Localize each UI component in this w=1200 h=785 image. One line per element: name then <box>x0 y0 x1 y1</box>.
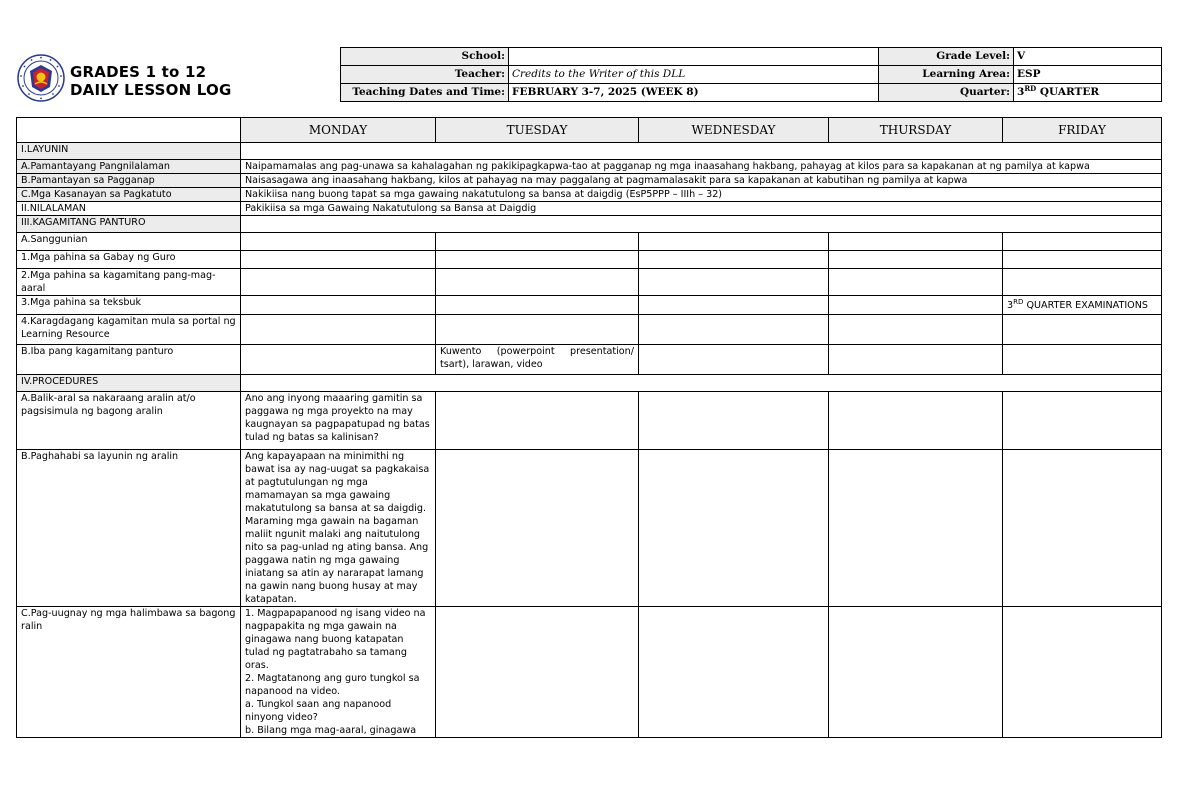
table-cell[interactable] <box>639 392 829 450</box>
table-cell[interactable] <box>1003 315 1162 345</box>
table-cell[interactable] <box>639 233 829 251</box>
table-cell[interactable] <box>639 345 829 375</box>
exam-number: 3 <box>1007 299 1014 311</box>
table-cell[interactable] <box>1003 269 1162 296</box>
learning-area-label: Learning Area: <box>879 66 1014 84</box>
day-thursday: THURSDAY <box>829 118 1003 143</box>
table-cell[interactable] <box>436 269 639 296</box>
table-cell[interactable] <box>436 607 639 738</box>
grade-level-value[interactable]: V <box>1014 48 1162 66</box>
table-cell[interactable] <box>1003 450 1162 607</box>
table-cell[interactable] <box>241 296 436 315</box>
iba-pang-tuesday-line1: Kuwento (powerpoint presentation/ <box>440 346 634 357</box>
table-row <box>17 143 1162 160</box>
balik-aral-label: A.Balik-aral sa nakaraang aralin at/o pagsisimula ng bagong aralin <box>17 392 241 450</box>
exam-text: QUARTER EXAMINATIONS <box>1026 299 1148 311</box>
day-header-blank <box>17 118 241 143</box>
table-cell[interactable] <box>829 315 1003 345</box>
nilalaman-value[interactable]: Pakikiisa sa mga Gawaing Nakatutulong sa Bansa at Daigdig <box>241 202 1162 216</box>
header-info-table <box>340 47 1162 102</box>
table-row <box>17 296 1162 315</box>
table-cell[interactable] <box>829 251 1003 269</box>
kagamitang-pang-label: 2.Mga pahina sa kagamitang pang-mag-aaral <box>17 269 241 296</box>
table-cell[interactable] <box>639 607 829 738</box>
pamantayang-pangnilalaman-value[interactable]: Naipamamalas ang pag-unawa sa kahalagahan ng pakikipagkapwa-tao at pagganap ng mga inaasahang hakbang, pahayag at kilos para sa kapakanan at ng pamilya at kapwa <box>241 160 1162 174</box>
table-row <box>17 188 1162 202</box>
quarter-number: 3 <box>1017 86 1025 98</box>
table-cell[interactable] <box>241 251 436 269</box>
table-cell[interactable] <box>1003 607 1162 738</box>
teacher-value[interactable]: Credits to the Writer of this DLL <box>509 66 879 84</box>
quarter-label: Quarter: <box>879 84 1014 102</box>
table-cell[interactable] <box>829 269 1003 296</box>
table-cell[interactable] <box>241 233 436 251</box>
table-row <box>17 202 1162 216</box>
table-row <box>17 160 1162 174</box>
iba-pang-tuesday[interactable] <box>436 345 639 375</box>
deped-seal-icon <box>17 54 65 102</box>
table-row <box>17 607 1162 738</box>
table-cell[interactable] <box>639 296 829 315</box>
title-line-2: DAILY LESSON LOG <box>70 81 232 99</box>
lesson-log-table <box>16 117 1162 738</box>
table-cell[interactable] <box>639 269 829 296</box>
school-label: School: <box>341 48 509 66</box>
table-row <box>17 392 1162 450</box>
quarter-value[interactable] <box>1014 84 1162 102</box>
table-row <box>17 269 1162 296</box>
table-cell[interactable] <box>436 251 639 269</box>
table-cell[interactable] <box>829 345 1003 375</box>
table-cell[interactable] <box>436 233 639 251</box>
layunin-span[interactable] <box>241 143 1162 160</box>
table-cell[interactable] <box>829 233 1003 251</box>
teksbuk-label: 3.Mga pahina sa teksbuk <box>17 296 241 315</box>
pag-uugnay-item-1: 1. Magpapapanood ng isang video na nagpapakita ng mga gawain na ginagawa nang buong katapatan tulad ng pagtatrabaho sa tamang oras. <box>245 608 426 671</box>
table-row <box>17 233 1162 251</box>
table-cell[interactable] <box>1003 251 1162 269</box>
table-row <box>17 345 1162 375</box>
iba-pang-label: B.Iba pang kagamitang panturo <box>17 345 241 375</box>
table-cell[interactable] <box>241 269 436 296</box>
procedures-span[interactable] <box>241 375 1162 392</box>
table-row <box>17 375 1162 392</box>
pamantayan-pagganap-label: B.Pamantayan sa Pagganap <box>17 174 241 188</box>
table-cell[interactable] <box>639 251 829 269</box>
table-row <box>17 216 1162 233</box>
teacher-label: Teacher: <box>341 66 509 84</box>
pamantayan-pagganap-value[interactable]: Naisasagawa ang inaasahang hakbang, kilos at pahayag na may paggalang at pagmamalasakit para sa kapakanan at kabutihan ng pamilya at kapwa <box>241 174 1162 188</box>
table-cell[interactable] <box>1003 345 1162 375</box>
paghahabi-label: B.Paghahabi sa layunin ng aralin <box>17 450 241 607</box>
table-cell[interactable] <box>829 296 1003 315</box>
karagdagang-label: 4.Karagdagang kagamitan mula sa portal ng Learning Resource <box>17 315 241 345</box>
title-line-1: GRADES 1 to 12 <box>70 63 207 81</box>
table-cell[interactable] <box>241 345 436 375</box>
table-cell[interactable] <box>241 315 436 345</box>
section-kagamitan: III.KAGAMITANG PANTURO <box>17 216 241 233</box>
kagamitan-span[interactable] <box>241 216 1162 233</box>
school-value[interactable] <box>509 48 879 66</box>
table-cell[interactable] <box>829 607 1003 738</box>
day-wednesday: WEDNESDAY <box>639 118 829 143</box>
quarter-suffix: RD <box>1024 84 1037 93</box>
table-row <box>17 251 1162 269</box>
table-row <box>17 174 1162 188</box>
grade-level-label: Grade Level: <box>879 48 1014 66</box>
kasanayan-value[interactable]: Nakikiisa nang buong tapat sa mga gawaing nakatutulong sa bansa at daigdig (EsP5PPP – IIIh – 32) <box>241 188 1162 202</box>
section-procedures: IV.PROCEDURES <box>17 375 241 392</box>
learning-area-value[interactable]: ESP <box>1014 66 1162 84</box>
paghahabi-monday[interactable]: Ang kapayapaan na minimithi ng bawat isa ay nag-uugat sa pagkakaisa at pagtutulungan ng mga mamamayan sa mga gawaing makatutulong sa bansa at sa daigdig. Maraming mga gawain na bagaman maliit ngunit malaki ang naitutulong nito sa pag-unlad ng ating bansa. Ang paggawa natin ng mga gawaing iniatang sa atin ay nararapat lamang na gawin nang buong husay at may katapatan. <box>241 450 436 607</box>
table-cell[interactable] <box>639 315 829 345</box>
pag-uugnay-item-b: b. Bilang mga mag-aaral, ginagawa <box>245 725 417 736</box>
teaching-dates-label: Teaching Dates and Time: <box>341 84 509 102</box>
table-cell[interactable] <box>1003 392 1162 450</box>
exam-suffix: RD <box>1013 297 1024 306</box>
day-tuesday: TUESDAY <box>436 118 639 143</box>
balik-aral-monday[interactable]: Ano ang inyong maaaring gamitin sa paggawa ng mga proyekto na may kaugnayan sa pagpapatupad ng batas tulad ng batas sa kalinisan? <box>241 392 436 450</box>
table-row <box>17 450 1162 607</box>
table-cell[interactable] <box>436 450 639 607</box>
nilalaman-label: II.NILALAMAN <box>17 202 241 216</box>
pamantayang-pangnilalaman-label: A.Pamantayang Pangnilalaman <box>17 160 241 174</box>
table-cell[interactable] <box>436 315 639 345</box>
pag-uugnay-item-2: 2. Magtatanong ang guro tungkol sa napanood na video. <box>245 673 420 697</box>
day-monday: MONDAY <box>241 118 436 143</box>
day-friday: FRIDAY <box>1003 118 1162 143</box>
table-cell[interactable] <box>436 392 639 450</box>
section-layunin: I.LAYUNIN <box>17 143 241 160</box>
log-title <box>70 63 232 99</box>
day-header-row <box>17 118 1162 143</box>
pag-uugnay-label: C.Pag-uugnay ng mga halimbawa sa bagong ralin <box>17 607 241 738</box>
table-cell[interactable] <box>829 392 1003 450</box>
teaching-dates-value[interactable]: FEBRUARY 3-7, 2025 (WEEK 8) <box>509 84 879 102</box>
gabay-label: 1.Mga pahina sa Gabay ng Guro <box>17 251 241 269</box>
quarter-text: QUARTER <box>1039 86 1100 98</box>
kasanayan-label: C.Mga Kasanayan sa Pagkatuto <box>17 188 241 202</box>
table-cell[interactable] <box>436 296 639 315</box>
pag-uugnay-item-a: a. Tungkol saan ang napanood ninyong video? <box>245 699 392 723</box>
quarter-examinations[interactable] <box>1003 296 1162 315</box>
table-cell[interactable] <box>1003 233 1162 251</box>
table-cell[interactable] <box>639 450 829 607</box>
table-row <box>17 315 1162 345</box>
table-cell[interactable] <box>829 450 1003 607</box>
sanggunian-label: A.Sanggunian <box>17 233 241 251</box>
pag-uugnay-monday[interactable] <box>241 607 436 738</box>
iba-pang-tuesday-line2: tsart), larawan, video <box>440 359 543 370</box>
